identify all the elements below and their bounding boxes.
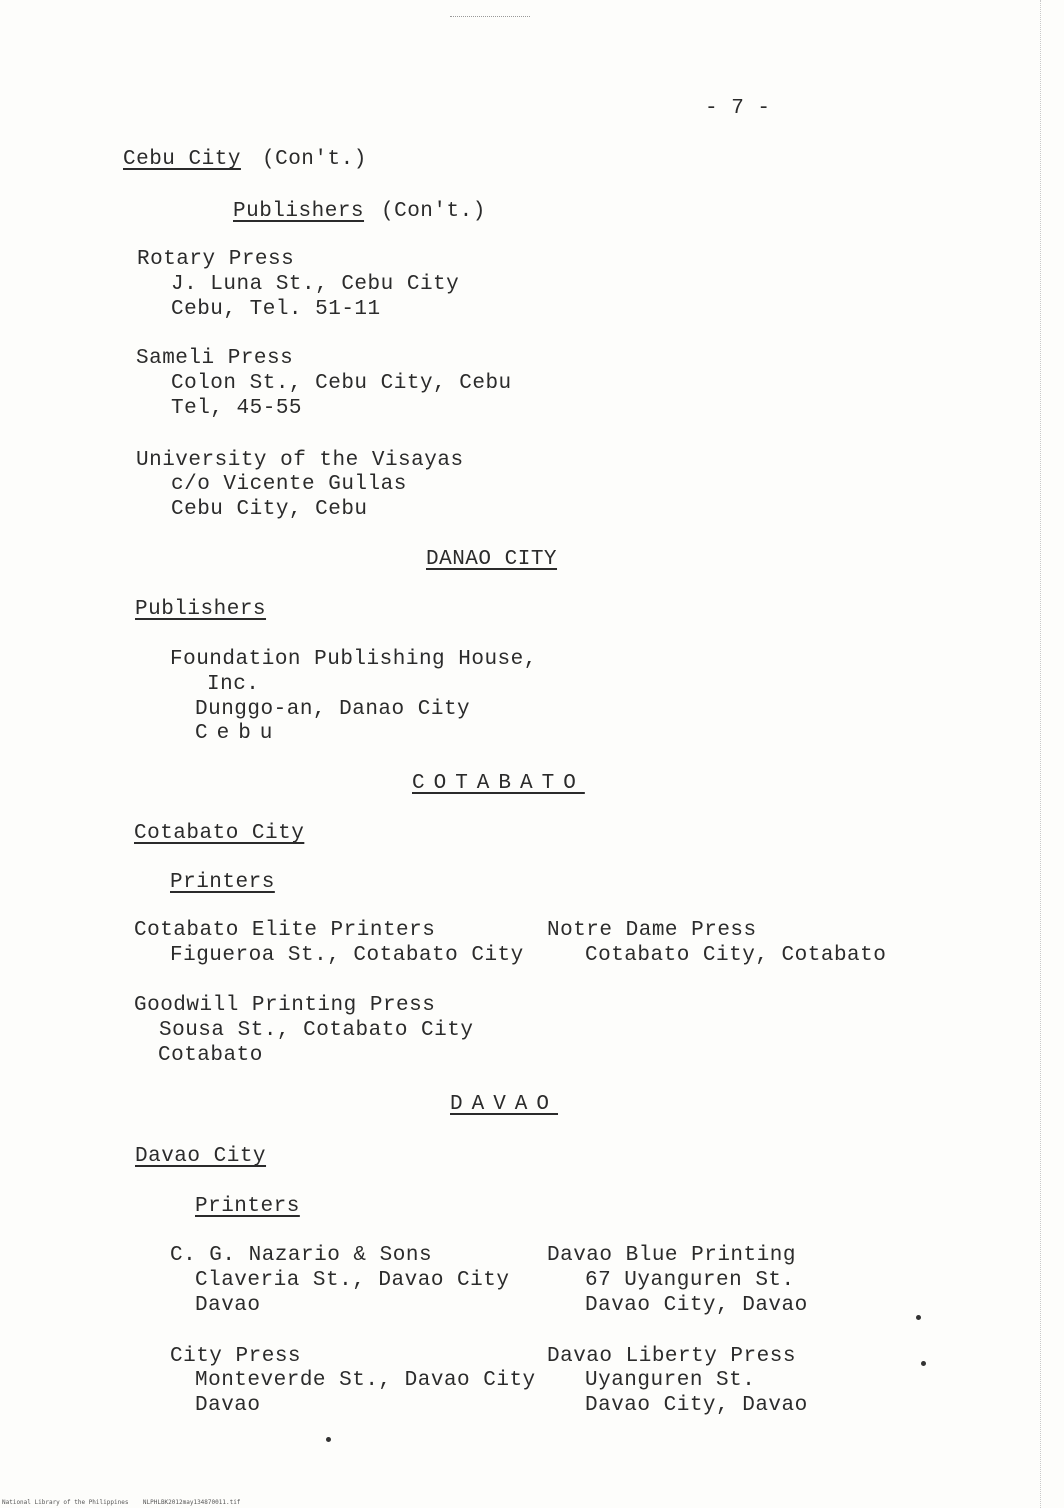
cebu-heading: Cebu City <box>123 148 241 171</box>
cotabato-city-heading: Cotabato City <box>134 822 305 845</box>
entry-name: Goodwill Printing Press <box>134 994 436 1017</box>
footer-source: National Library of the Philippines NLPHLBK2012may134870011.tif <box>2 1499 241 1506</box>
page-number: - 7 - <box>705 97 771 120</box>
entry-name: Davao Blue Printing <box>547 1244 796 1267</box>
cebu-publishers-heading: Publishers <box>233 200 365 223</box>
cotabato-title: COTABATO <box>412 772 585 795</box>
entry-name: University of the Visayas <box>136 449 464 472</box>
davao-title: DAVAO <box>450 1093 559 1116</box>
cotabato-printers-heading: Printers <box>170 871 275 894</box>
scan-edge <box>1040 0 1043 1508</box>
scan-speck <box>326 1437 331 1442</box>
entry-line: Dunggo-an, Danao City <box>195 698 471 721</box>
entry-line: Davao City, Davao <box>585 1294 808 1317</box>
entry-line: Cotabato City, Cotabato <box>585 944 887 967</box>
entry-line: Davao <box>195 1394 261 1417</box>
entry-line: Cotabato <box>158 1044 263 1067</box>
entry-name: Rotary Press <box>137 248 295 271</box>
entry-name: C. G. Nazario & Sons <box>170 1244 433 1267</box>
entry-name: Cotabato Elite Printers <box>134 919 436 942</box>
cebu-heading-suffix: (Con't.) <box>262 148 367 171</box>
entry-line: Tel, 45-55 <box>171 397 303 420</box>
entry-line: Uyanguren St. <box>585 1369 756 1392</box>
scan-speck <box>916 1315 921 1320</box>
entry-line: Inc. <box>207 673 260 696</box>
scan-speck <box>921 1361 926 1366</box>
entry-line: Colon St., Cebu City, Cebu <box>171 372 512 395</box>
entry-line: Claveria St., Davao City <box>195 1269 510 1292</box>
entry-line: 67 Uyanguren St. <box>585 1269 795 1292</box>
danao-publishers-heading: Publishers <box>135 598 267 621</box>
davao-city-heading: Davao City <box>135 1145 267 1168</box>
entry-name: Foundation Publishing House, <box>170 648 537 671</box>
entry-line: Monteverde St., Davao City <box>195 1369 536 1392</box>
entry-name: Notre Dame Press <box>547 919 757 942</box>
scan-mark <box>450 16 530 19</box>
entry-line: Cebu City, Cebu <box>171 498 368 521</box>
entry-line: J. Luna St., Cebu City <box>171 273 460 296</box>
entry-line: Sousa St., Cotabato City <box>159 1019 474 1042</box>
entry-name: Sameli Press <box>136 347 294 370</box>
entry-line: Cebu <box>195 722 282 745</box>
entry-line: Figueroa St., Cotabato City <box>170 944 524 967</box>
entry-name: Davao Liberty Press <box>547 1345 796 1368</box>
entry-line: Davao <box>195 1294 261 1317</box>
entry-line: Cebu, Tel. 51-11 <box>171 298 381 321</box>
davao-printers-heading: Printers <box>195 1195 300 1218</box>
entry-line: c/o Vicente Gullas <box>171 473 407 496</box>
entry-name: City Press <box>170 1345 302 1368</box>
entry-line: Davao City, Davao <box>585 1394 808 1417</box>
danao-title: DANAO CITY <box>426 548 558 571</box>
cebu-publishers-suffix: (Con't.) <box>381 200 486 223</box>
